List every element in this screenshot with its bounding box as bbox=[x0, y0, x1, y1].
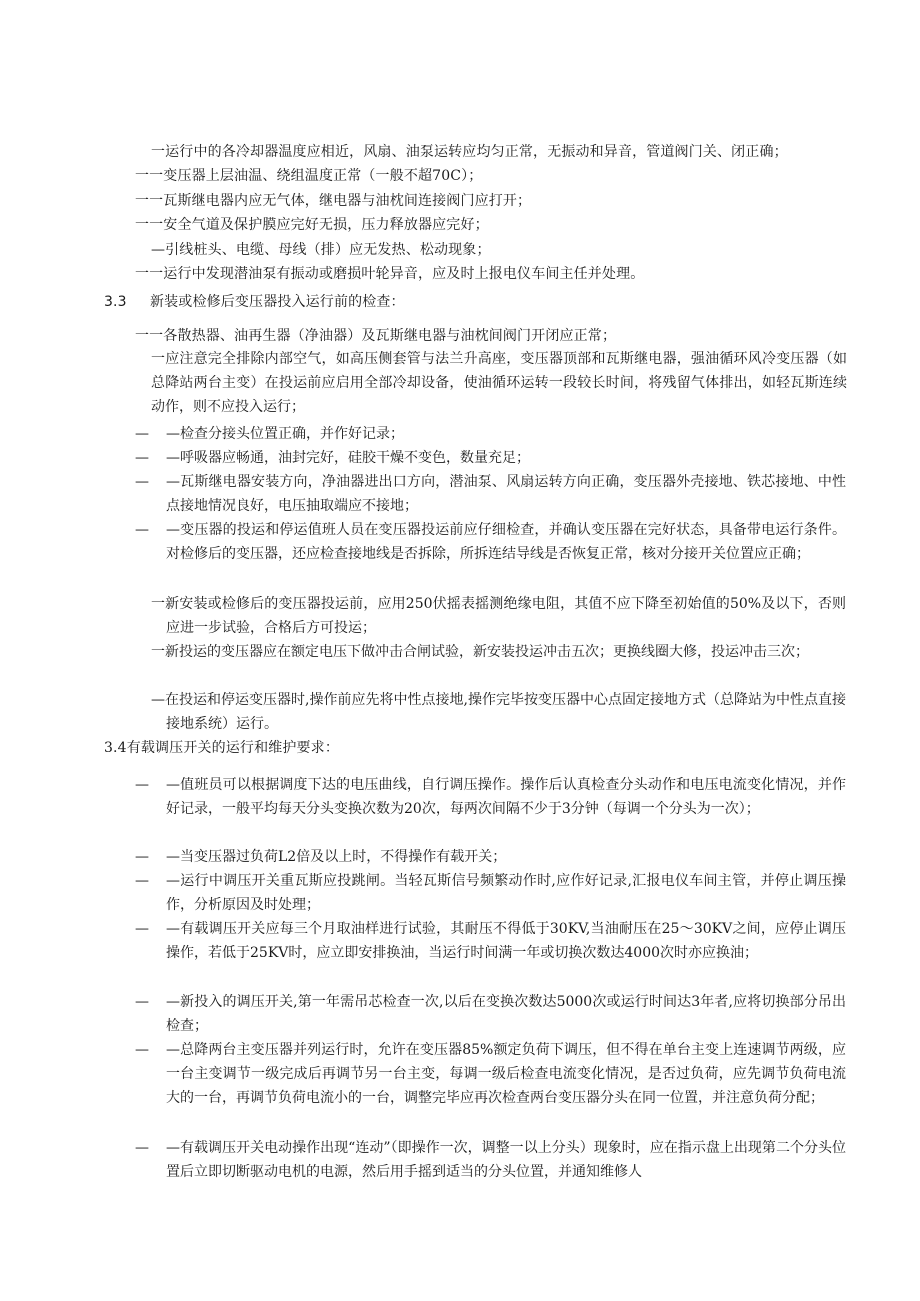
section-3-3-number: 3.3 bbox=[104, 294, 127, 310]
s33-item-4: —呼吸器应畅通，油封完好，硅胶干燥不变色，数量充足； bbox=[166, 450, 530, 466]
s33-dash-4: — bbox=[135, 450, 149, 466]
s33-item-5: —瓦斯继电器安装方向，净油器进出口方向，潜油泵、风扇运转方向正确，变压器外壳接地、铁芯接地、中性点接地情况良好，电压抽取端应不接地； bbox=[166, 474, 846, 514]
s34-item-1: —值班员可以根据调度下达的电压曲线，自行调压操作。操作后认真检查分头动作和电压电流变化情况，并作好记录，一般平均每天分头变换次数为20次，每两次间隔不少于3分钟（每调一个分头为一次）； bbox=[166, 777, 846, 817]
s34-item-2: —当变压器过负荷L2倍及以上时，不得操作有载开关； bbox=[166, 849, 507, 865]
s34-item-4: —有载调压开关应每三个月取油样进行试验，其耐压不得低于30KV,当油耐压在25～30KV之间，应停止调压操作，若低于25KV时，应立即安排换油，当运行时间满一年或切换次数达4000次时亦应换油； bbox=[166, 921, 846, 961]
s34-item-7: —有载调压开关电动操作出现“连动”（即操作一次，调整一以上分头）现象时，应在指示盘上出现第二个分头位置后立即切断驱动电机的电源，然后用手摇到适当的分头位置，并通知维修人 bbox=[166, 1140, 846, 1180]
section-3-4-title: 3.4有载调压开关的运行和维护要求： bbox=[104, 740, 339, 756]
s34-dash-6: — bbox=[135, 1042, 149, 1058]
intro-line-6: 一一运行中发现潜油泵有振动或磨损叶轮异音，应及时上报电仪车间主任并处理。 bbox=[135, 266, 645, 282]
s34-dash-7: — bbox=[135, 1140, 149, 1156]
s33-dash-5: — bbox=[135, 474, 149, 490]
s33-item-6: —变压器的投运和停运值班人员在变压器投运前应仔细检查，并确认变压器在完好状态，具备带电运行条件。对检修后的变压器，还应检查接地线是否拆除，所拆连结导线是否恢复正常，核对分接开关位置应正确； bbox=[166, 522, 846, 562]
s34-dash-2: — bbox=[135, 849, 149, 865]
s34-dash-4: — bbox=[135, 921, 149, 937]
s33-dash-6: — bbox=[135, 522, 149, 538]
s33-item-1: 一一各散热器、油再生器（净油器）及瓦斯继电器与油枕间阀门开闭应正常； bbox=[135, 328, 617, 344]
s34-item-5: —新投入的调压开关,第一年需吊芯检查一次,以后在变换次数达5000次或运行时间达3年者,应将切换部分吊出检查； bbox=[166, 994, 846, 1034]
intro-line-1: 一运行中的各冷却器温度应相近，风扇、油泵运转应均匀正常，无振动和异音，管道阀门关、闭正确； bbox=[151, 144, 788, 160]
intro-line-2: 一一变压器上层油温、绕组温度正常（一般不超70C）； bbox=[135, 168, 483, 184]
s34-dash-1: — bbox=[135, 777, 149, 793]
s34-dash-3: — bbox=[135, 873, 149, 889]
s33-dash-3: — bbox=[135, 426, 149, 442]
s33-item-7: 一新安装或检修后的变压器投运前，应用250伏摇表摇测绝缘电阻，其值不应下降至初始值的50%及以下，否则应进一步试验，合格后方可投运； bbox=[151, 596, 846, 636]
s33-item-3: —检查分接头位置正确，并作好记录； bbox=[166, 426, 404, 442]
s33-item-9: —在投运和停运变压器时,操作前应先将中性点接地,操作完毕按变压器中心点固定接地方式（总降站为中性点直接接地系统）运行。 bbox=[151, 692, 846, 732]
s34-item-6: —总降两台主变压器并列运行时，允许在变压器85%额定负荷下调压，但不得在单台主变上连速调节两级，应一台主变调节一级完成后再调节另一台主变，每调一级后检查电流变化情况，是否过负荷，应先调节负荷电流大的一台，再调节负荷电流小的一台，调整完毕应再次检查两台变压器分头在同一位置，并注意负荷分配； bbox=[166, 1042, 846, 1106]
section-3-3-title: 新装或检修后变压器投入运行前的检查： bbox=[150, 294, 405, 310]
s34-dash-5: — bbox=[135, 994, 149, 1010]
intro-line-3: 一一瓦斯继电器内应无气体，继电器与油枕间连接阀门应打开； bbox=[135, 193, 532, 209]
intro-line-4: 一一安全气道及保护膜应完好无损，压力释放器应完好； bbox=[135, 217, 489, 233]
s34-item-3: —运行中调压开关重瓦斯应投跳闸。当轻瓦斯信号频繁动作时,应作好记录,汇报电仪车间主管，并停止调压操作，分析原因及时处理； bbox=[166, 873, 846, 913]
s33-item-2: 一应注意完全排除内部空气，如高压侧套管与法兰升高座，变压器顶部和瓦斯继电器，强油循环风冷变压器（如总降站两台主变）在投运前应启用全部冷却设备，使油循环运转一段较长时间，将残留气体排出，如轻瓦斯连续动作，则不应投入运行； bbox=[151, 351, 847, 415]
s33-item-8: 一新投运的变压器应在额定电压下做冲击合闸试验，新安装投运冲击五次；更换线圈大修，投运冲击三次； bbox=[151, 644, 809, 660]
intro-line-5: —引线桩头、电缆、母线（排）应无发热、松动现象； bbox=[151, 242, 491, 258]
